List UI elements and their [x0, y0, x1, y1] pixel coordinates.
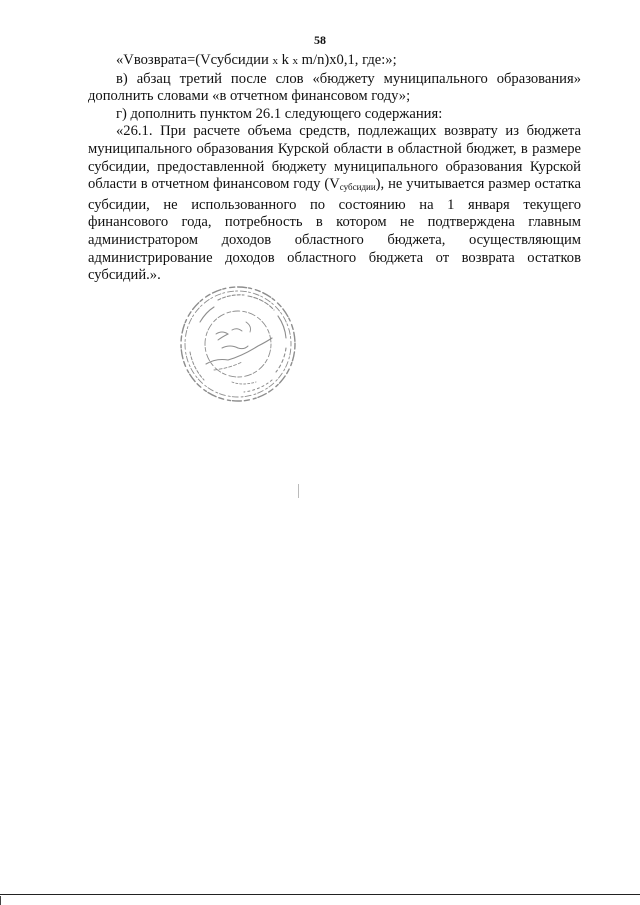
page-bottom-edge: [0, 894, 640, 895]
scan-artifact: [298, 484, 299, 498]
formula-multiply-1: x: [272, 55, 278, 67]
subsidy-subscript: субсидии: [339, 182, 376, 193]
document-body: [88, 52, 581, 285]
paragraph-26-1: [88, 123, 581, 284]
paragraph-g: г) дополнить пунктом 26.1 следующего содержания:: [116, 105, 443, 122]
round-seal-icon: [176, 282, 300, 406]
formula-k: k: [277, 52, 293, 68]
formula-open: «Vвозврата=(Vсубсидии: [116, 52, 273, 68]
formula-line: [88, 52, 581, 71]
paragraph-26-1-part-a: «26.1. При расчете объема средств, подлежащих возврату из бюджета муниципального образования Курской области в областной бюджет, в размере субсидии, предоставленной бюджету муниципального образования Курской области в отчетном финансовом году (V: [88, 123, 581, 193]
formula-rest: m/n)x0,1, где:»;: [298, 52, 397, 68]
page-left-edge: [0, 896, 1, 905]
formula-multiply-2: x: [292, 55, 299, 67]
page-number: 58: [314, 33, 326, 47]
paragraph-b: в) абзац третий после слов «бюджету муниципального образования» дополнить словами «в отчетном финансовом году»;: [88, 70, 581, 105]
paragraph-26-1-part-b: ), не учитывается размер остатка субсидии, не использованного по состоянию на 1 января текущего финансового года, потребность в котором не подтверждена главным администратором доходов областного бюджета, осуществляющим администрирование доходов областного бюджета от возврата остатков субсидий.».: [88, 176, 581, 284]
